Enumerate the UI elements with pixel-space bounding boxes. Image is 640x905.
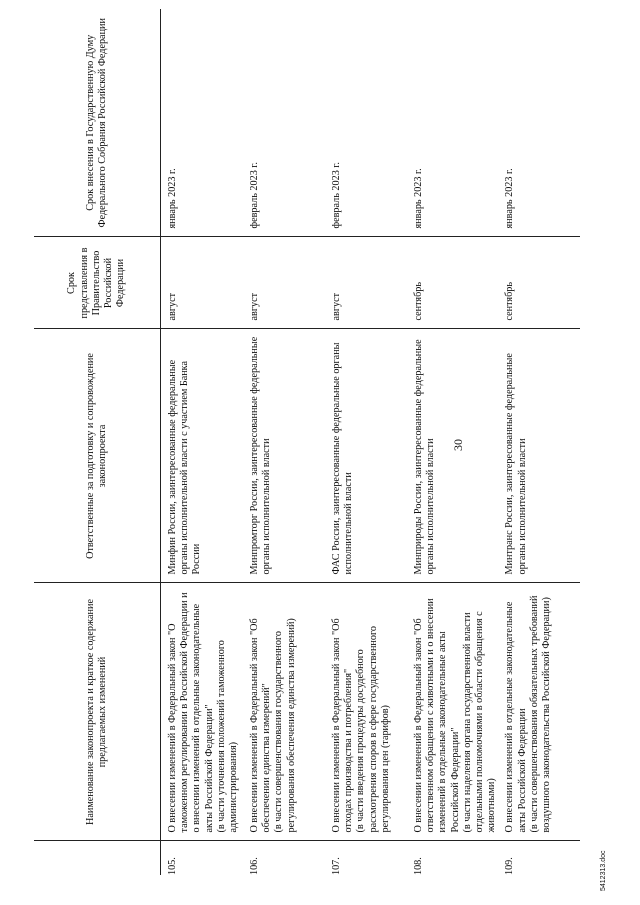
table-row bbox=[161, 9, 244, 875]
row-government-deadline: август bbox=[243, 237, 325, 329]
bill-title: О внесении изменений в Федеральный закон "Об обеспечении единства измерений" bbox=[249, 618, 273, 833]
table-row bbox=[407, 9, 498, 875]
row-duma-deadline: февраль 2023 г. bbox=[325, 9, 407, 237]
bill-summary: (в части наделения органа государственной власти отдельными полномочиями в области обращения с животными) bbox=[461, 611, 498, 833]
row-duma-deadline: январь 2023 г. bbox=[161, 9, 244, 237]
bill-summary: (в части уточнения положений таможенного администрирования) bbox=[215, 640, 240, 833]
row-government-deadline: сентябрь bbox=[498, 237, 580, 329]
row-duma-deadline: январь 2023 г. bbox=[407, 9, 498, 237]
bill-title: О внесении изменений в отдельные законодательные акты Российской Федерации bbox=[504, 601, 528, 833]
header-responsible: Ответственные за подготовку и сопровождение законопроекта bbox=[34, 329, 161, 583]
legislation-plan-table bbox=[34, 9, 580, 875]
row-number: 105. bbox=[167, 857, 178, 875]
row-number: 107. bbox=[331, 857, 342, 875]
bill-summary: (в части совершенствования государственного регулирования обеспечения единства измерений) bbox=[273, 618, 297, 833]
table-row bbox=[243, 9, 325, 875]
bill-title: О внесении изменений в Федеральный закон "Об ответственном обращении с животными и о внесении изменений в отдельные законодательные акты Российской Федерации" bbox=[413, 598, 461, 833]
row-responsible: Минфин России, заинтересованные федеральные органы исполнительной власти с участием Банка России bbox=[161, 329, 244, 583]
bill-summary: (в части введения процедуры досудебного рассмотрения споров в сфере государственного регулирования цен (тарифов) bbox=[355, 626, 391, 833]
table-header-row bbox=[34, 9, 161, 875]
row-government-deadline: август bbox=[325, 237, 407, 329]
header-num bbox=[34, 841, 161, 875]
row-responsible: Минприроды России, заинтересованные федеральные органы исполнительной власти bbox=[407, 329, 498, 583]
header-name: Наименование законопроекта и краткое содержание предлагаемых изменений bbox=[34, 583, 161, 841]
document-id: 5412313.doc bbox=[600, 850, 607, 891]
page-number: 30 bbox=[451, 439, 465, 451]
bill-summary: (в части совершенствования обязательных требований воздушного законодательства Российской Федерации) bbox=[528, 595, 553, 833]
row-duma-deadline: февраль 2023 г. bbox=[243, 9, 325, 237]
row-number: 108. bbox=[413, 857, 424, 875]
row-responsible: Минтранс России, заинтересованные федеральные органы исполнительной власти bbox=[498, 329, 580, 583]
table-row bbox=[498, 9, 580, 875]
row-name bbox=[243, 583, 325, 841]
row-duma-deadline: январь 2023 г. bbox=[498, 9, 580, 237]
row-government-deadline: август bbox=[161, 237, 244, 329]
row-number: 106. bbox=[249, 857, 260, 875]
bill-title: О внесении изменений в Федеральный закон "О таможенном регулировании в Российской Федерации и о внесении изменений в отдельные законодательные акты Российской Федерации" bbox=[167, 592, 215, 833]
row-government-deadline: сентябрь bbox=[407, 237, 498, 329]
header-government-deadline: Срок представления в Правительство Российской Федерации bbox=[34, 237, 161, 329]
row-name bbox=[325, 583, 407, 841]
row-responsible: Минпромторг России, заинтересованные федеральные органы исполнительной власти bbox=[243, 329, 325, 583]
header-duma-deadline: Срок внесения в Государственную Думу Федерального Собрания Российской Федерации bbox=[34, 9, 161, 237]
row-name bbox=[407, 583, 498, 841]
table-row bbox=[325, 9, 407, 875]
row-name bbox=[161, 583, 244, 841]
row-name bbox=[498, 583, 580, 841]
row-number: 109. bbox=[504, 857, 516, 875]
row-responsible: ФАС России, заинтересованные федеральные органы исполнительной власти bbox=[325, 329, 407, 583]
bill-title: О внесении изменений в Федеральный закон "Об отходах производства и потребления" bbox=[331, 618, 355, 833]
